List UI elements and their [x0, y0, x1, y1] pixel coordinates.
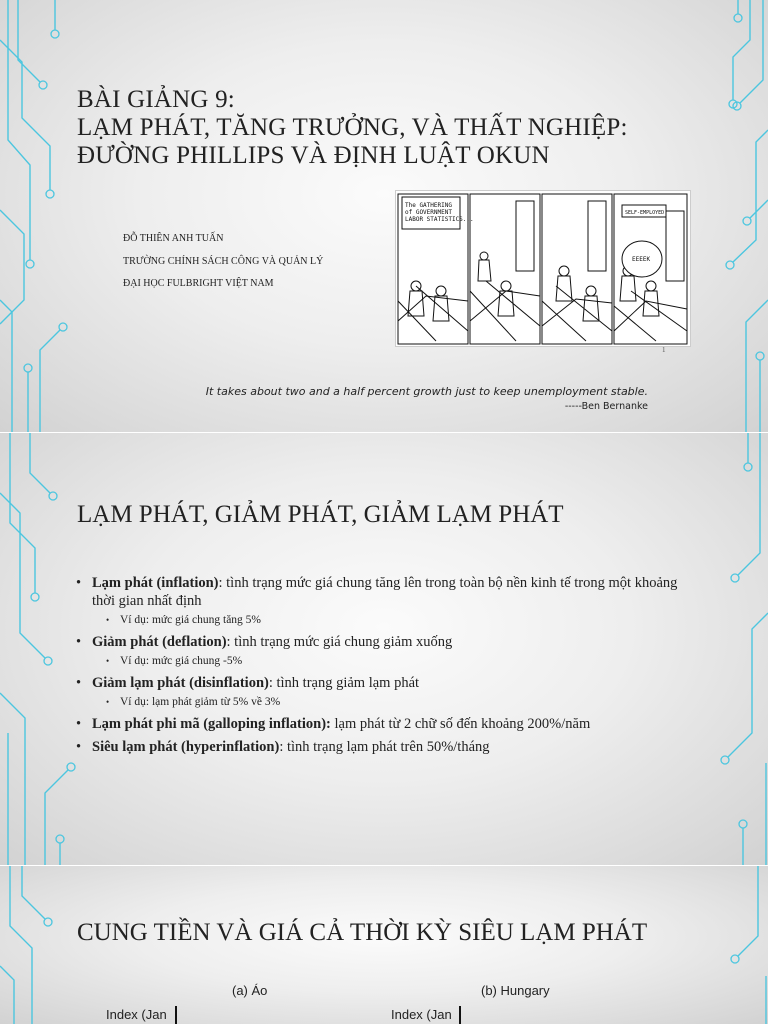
example: • Ví dụ: mức giá chung -5% [106, 653, 696, 669]
cartoon-image [395, 190, 691, 347]
author-university: ĐẠI HỌC FULBRIGHT VIỆT NAM [123, 278, 274, 289]
author-block [123, 233, 323, 301]
y-axis-label-hungary: Index (Jan [391, 1007, 452, 1022]
slide-definitions [0, 433, 768, 865]
circuit-decoration-right [688, 0, 768, 432]
page-number: 1 [662, 346, 666, 354]
definition: : tình trạng mức giá chung giảm xuống [226, 634, 453, 650]
list-item [76, 738, 696, 756]
circuit-decoration-right [688, 866, 768, 1024]
author-name: ĐỖ THIÊN ANH TUẤN [123, 233, 224, 244]
term: Siêu lạm phát (hyperinflation) [92, 739, 280, 755]
cartoon-caption: The GATHERING of GOVERNMENT LABOR STATISTICS... [405, 202, 474, 223]
definition: : tình trạng lạm phát trên 50%/tháng [279, 739, 490, 755]
list-item [76, 574, 696, 628]
y-axis-austria [175, 1006, 177, 1024]
definition: lạm phát từ 2 chữ số đến khoảng 200%/năm [330, 716, 591, 732]
title-line: ĐƯỜNG PHILLIPS VÀ ĐỊNH LUẬT OKUN [77, 142, 550, 169]
slide-title [0, 0, 768, 432]
cartoon-sign: SELF-EMPLOYED [625, 210, 665, 216]
list-item [76, 715, 696, 733]
list-item [76, 633, 696, 669]
definition: : tình trạng mức giá chung tăng lên trong toàn bộ nền kinh tế trong một khoảng thời gian nhất định [92, 575, 678, 609]
circuit-decoration-right [688, 433, 768, 865]
example: • Ví dụ: lạm phát giảm từ 5% về 3% [106, 694, 696, 710]
list-item [76, 674, 696, 710]
y-axis-hungary [459, 1006, 461, 1024]
lecture-title [77, 86, 628, 170]
quote-text: It takes about two and a half percent growth just to keep unemployment stable. [205, 385, 648, 398]
slide-title: CUNG TIỀN VÀ GIÁ CẢ THỜI KỲ SIÊU LẠM PHÁT [77, 919, 648, 946]
slide-hyperinflation [0, 866, 768, 1024]
circuit-decoration-left [0, 0, 90, 432]
quote-author: -----Ben Bernanke [564, 401, 648, 412]
term: Giảm lạm phát (disinflation) [92, 675, 269, 691]
quote-block [206, 384, 648, 414]
definition: : tình trạng giảm lạm phát [268, 675, 420, 691]
author-school: TRƯỜNG CHÍNH SÁCH CÔNG VÀ QUẢN LÝ [123, 255, 324, 267]
term: Lạm phát phi mã (galloping inflation): [92, 716, 331, 732]
slide-title: LẠM PHÁT, GIẢM PHÁT, GIẢM LẠM PHÁT [77, 501, 564, 528]
term: Lạm phát (inflation) [92, 575, 219, 591]
y-axis-label-austria: Index (Jan [106, 1007, 167, 1022]
cartoon-speech: EEEEK [632, 256, 651, 263]
title-line: LẠM PHÁT, TĂNG TRƯỞNG, VÀ THẤT NGHIỆP: [77, 114, 628, 141]
definition-list [76, 574, 696, 761]
title-line: BÀI GIẢNG 9: [77, 86, 235, 113]
panel-label-hungary: (b) Hungary [481, 983, 550, 998]
example: • Ví dụ: mức giá chung tăng 5% [106, 612, 696, 628]
term: Giảm phát (deflation) [92, 634, 227, 650]
panel-label-austria: (a) Áo [232, 983, 268, 998]
